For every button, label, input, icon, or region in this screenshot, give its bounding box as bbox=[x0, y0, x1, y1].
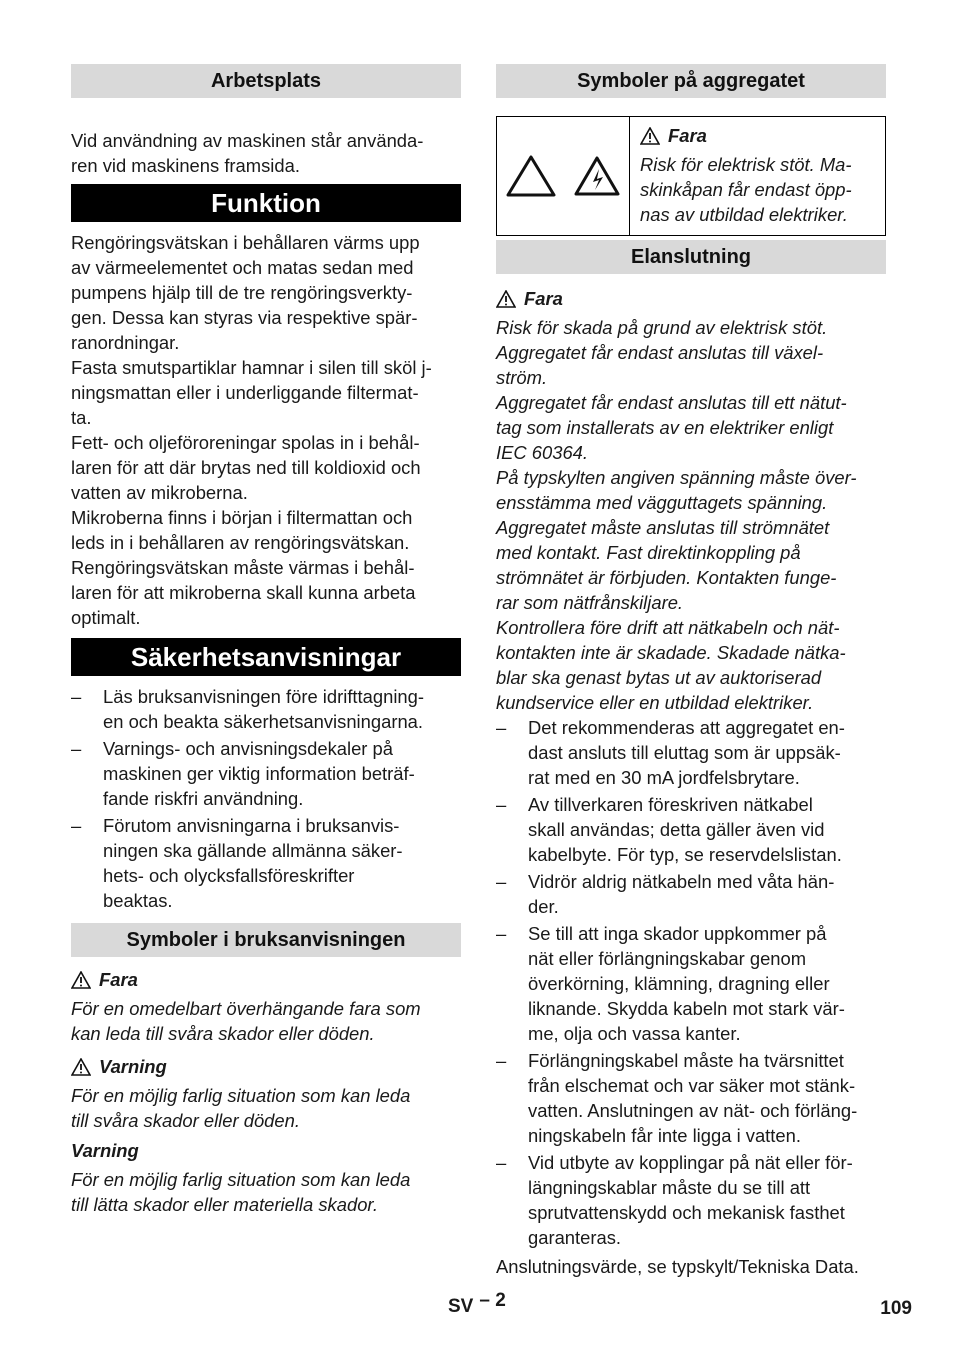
list-item-line: – Vid utbyte av kopplingar på nät eller för- bbox=[528, 1152, 853, 1173]
el-fara-line: strömnätet är förbjuden. Kontakten funge- bbox=[496, 567, 837, 588]
list-item-line: me, olja och vassa kanter. bbox=[528, 1023, 741, 1044]
funktion-line: ningsmattan eller i underliggande filtermat- bbox=[71, 382, 419, 403]
symbol-text-cell bbox=[630, 117, 885, 235]
table-line: nas av utbildad elektriker. bbox=[640, 204, 848, 225]
list-item-line: – Förlängningskabel måste ha tvärsnittet bbox=[528, 1050, 844, 1071]
el-fara-line: kundservice eller en utbildad elektriker. bbox=[496, 692, 814, 713]
list-item bbox=[71, 813, 461, 913]
funktion-line: av värmeelementet och matas sedan med bbox=[71, 257, 414, 278]
warning-triangle-icon bbox=[505, 154, 557, 198]
list-item-line: rat med en 30 mA jordfelsbrytare. bbox=[528, 767, 800, 788]
el-list bbox=[496, 715, 886, 1250]
funktion-line: Fett- och oljeföroreningar spolas in i behål- bbox=[71, 432, 420, 453]
funktion-line: laren för att mikroberna skall kunna arbeta bbox=[71, 582, 416, 603]
heading-arbetsplats: Arbetsplats bbox=[71, 64, 461, 98]
list-item-line: maskinen ger viktig information beträf- bbox=[103, 763, 415, 784]
el-fara-line: blar ska genast bytas ut av auktoriserad bbox=[496, 667, 822, 688]
fara-label-text: Fara bbox=[99, 969, 138, 990]
list-item-line: överkörning, klämning, dragning eller bbox=[528, 973, 830, 994]
closing-line: Anslutningsvärde, se typskylt/Tekniska Data. bbox=[496, 1256, 859, 1277]
safety-list bbox=[71, 684, 461, 913]
right-column bbox=[496, 64, 886, 1279]
el-fara-line: kontakten inte är skadade. Skadade nätka- bbox=[496, 642, 846, 663]
list-item-line: – Varnings- och anvisningsdekaler på bbox=[103, 738, 393, 759]
list-item bbox=[496, 1150, 886, 1250]
list-item-line: – Vidrör aldrig nätkabeln med våta hän- bbox=[528, 871, 835, 892]
el-fara-line: ström. bbox=[496, 367, 548, 388]
list-item-line: – Läs bruksanvisningen före idrifttagning- bbox=[103, 686, 425, 707]
el-fara-body bbox=[496, 315, 886, 715]
electric-shock-icon bbox=[573, 155, 621, 197]
fara-label bbox=[71, 967, 461, 992]
el-fara-text: Fara bbox=[524, 288, 563, 309]
footer-lang-code: SV bbox=[448, 1296, 474, 1317]
el-fara-line: IEC 60364. bbox=[496, 442, 589, 463]
el-fara-line: rar som nätfrånskiljare. bbox=[496, 592, 684, 613]
table-fara-text: Fara bbox=[668, 125, 707, 146]
funktion-line: leds in i behållaren av rengöringsvätskan. bbox=[71, 532, 410, 553]
el-fara-line: Aggregatet får endast anslutas till växel- bbox=[496, 342, 824, 363]
varning2-line: För en möjlig farlig situation som kan leda bbox=[71, 1169, 411, 1190]
el-fara-line: Aggregatet får endast anslutas till ett nätut- bbox=[496, 392, 847, 413]
list-item-line: – Se till att inga skador uppkommer på bbox=[528, 923, 827, 944]
varning-label-text: Varning bbox=[99, 1056, 167, 1077]
left-column bbox=[71, 64, 461, 1217]
heading-symboler-bruksanvisningen: Symboler i bruksanvisningen bbox=[71, 923, 461, 957]
el-fara-line: På typskylten angiven spänning måste över- bbox=[496, 467, 857, 488]
list-item-line: ningen ska gällande allmänna säker- bbox=[103, 840, 403, 861]
funktion-line: vatten av mikroberna. bbox=[71, 482, 248, 503]
list-item-line: beaktas. bbox=[103, 890, 173, 911]
funktion-body bbox=[71, 230, 461, 630]
footer-language bbox=[448, 1290, 506, 1318]
list-item-line: – Det rekommenderas att aggregatet en- bbox=[528, 717, 845, 738]
varning-line: För en möjlig farlig situation som kan leda bbox=[71, 1085, 411, 1106]
list-item bbox=[496, 869, 886, 919]
el-fara-line: tag som installerats av en elektriker enligt bbox=[496, 417, 834, 438]
list-item-line: vatten. Anslutningen av nät- och förläng- bbox=[528, 1100, 858, 1121]
list-item-line: garanteras. bbox=[528, 1227, 622, 1248]
warning-triangle-icon bbox=[71, 1058, 91, 1076]
el-fara-line: ensstämma med vägguttagets spänning. bbox=[496, 492, 828, 513]
funktion-line: Fasta smutspartiklar hamnar i silen till sköl j- bbox=[71, 357, 432, 378]
table-line: skinkåpan får endast öpp- bbox=[640, 179, 852, 200]
table-line: Risk för elektrisk stöt. Ma- bbox=[640, 154, 852, 175]
list-item-line: en och beakta säkerhetsanvisningarna. bbox=[103, 711, 424, 732]
el-fara-line: Kontrollera före drift att nätkabeln och nät- bbox=[496, 617, 840, 638]
funktion-line: pumpens hjälp till de tre rengöringsverkty- bbox=[71, 282, 413, 303]
arbetsplats-line: Vid användning av maskinen står använda- bbox=[71, 130, 424, 151]
funktion-line: Rengöringsvätskan måste värmas i behål- bbox=[71, 557, 415, 578]
list-item-line: skall användas; detta gäller även vid bbox=[528, 819, 825, 840]
varning2-label-text: Varning bbox=[71, 1140, 139, 1161]
funktion-line: gen. Dessa kan styras via respektive spär- bbox=[71, 307, 418, 328]
fara-line: För en omedelbart överhängande fara som bbox=[71, 998, 421, 1019]
list-item-line: från elschemat och var säker mot stänk- bbox=[528, 1075, 856, 1096]
funktion-line: ta. bbox=[71, 407, 92, 428]
list-item-line: hets- och olycksfallsföreskrifter bbox=[103, 865, 355, 886]
el-fara-label bbox=[496, 286, 886, 311]
list-item bbox=[496, 715, 886, 790]
varning2-line: till lätta skador eller materiella skador. bbox=[71, 1194, 378, 1215]
varning2-label bbox=[71, 1138, 461, 1163]
list-item-line: – Förutom anvisningarna i bruksanvis- bbox=[103, 815, 400, 836]
el-fara-line: Aggregatet måste anslutas till strömnätet bbox=[496, 517, 830, 538]
list-item bbox=[496, 921, 886, 1046]
funktion-line: Mikroberna finns i början i filtermattan och bbox=[71, 507, 413, 528]
list-item-line: längningskablar måste du se till att bbox=[528, 1177, 811, 1198]
funktion-line: optimalt. bbox=[71, 607, 141, 628]
list-item-line: ningskabeln får inte ligga i vatten. bbox=[528, 1125, 801, 1146]
page-number: 109 bbox=[880, 1298, 912, 1319]
list-item-line: dast ansluts till eluttag som är uppsäk- bbox=[528, 742, 841, 763]
list-item-line: sprutvattenskydd och mekanisk fasthet bbox=[528, 1202, 845, 1223]
list-item bbox=[496, 792, 886, 867]
funktion-line: laren för att där brytas ned till koldioxid och bbox=[71, 457, 421, 478]
table-fara-label bbox=[640, 123, 875, 148]
list-item bbox=[71, 684, 461, 734]
list-item-line: – Av tillverkaren föreskriven nätkabel bbox=[528, 794, 813, 815]
symbol-table bbox=[496, 116, 886, 236]
list-item-line: der. bbox=[528, 896, 559, 917]
warning-triangle-icon bbox=[640, 127, 660, 145]
fara-line: kan leda till svåra skador eller döden. bbox=[71, 1023, 375, 1044]
heading-funktion: Funktion bbox=[71, 184, 461, 222]
funktion-line: ranordningar. bbox=[71, 332, 180, 353]
arbetsplats-line: ren vid maskinens framsida. bbox=[71, 155, 300, 176]
list-item bbox=[71, 736, 461, 811]
footer-section: – 2 bbox=[479, 1290, 506, 1311]
varning-label bbox=[71, 1054, 461, 1079]
funktion-line: Rengöringsvätskan i behållaren värms upp bbox=[71, 232, 420, 253]
el-fara-line: med kontakt. Fast direktinkoppling på bbox=[496, 542, 801, 563]
list-item-line: kabelbyte. För typ, se reservdelslistan. bbox=[528, 844, 842, 865]
heading-symboler-aggregatet: Symboler på aggregatet bbox=[496, 64, 886, 98]
list-item-line: fande riskfri användning. bbox=[103, 788, 304, 809]
list-item bbox=[496, 1048, 886, 1148]
list-item-line: liknande. Skydda kabeln mot stark vär- bbox=[528, 998, 845, 1019]
heading-sakerhetsanvisningar: Säkerhetsanvisningar bbox=[71, 638, 461, 676]
warning-triangle-icon bbox=[71, 971, 91, 989]
warning-triangle-icon bbox=[496, 290, 516, 308]
varning-line: till svåra skador eller döden. bbox=[71, 1110, 300, 1131]
list-item-line: nät eller förlängningskabar genom bbox=[528, 948, 807, 969]
el-fara-line: Risk för skada på grund av elektrisk stöt. bbox=[496, 317, 828, 338]
symbol-icons-cell bbox=[497, 117, 630, 235]
heading-elanslutning: Elanslutning bbox=[496, 240, 886, 274]
